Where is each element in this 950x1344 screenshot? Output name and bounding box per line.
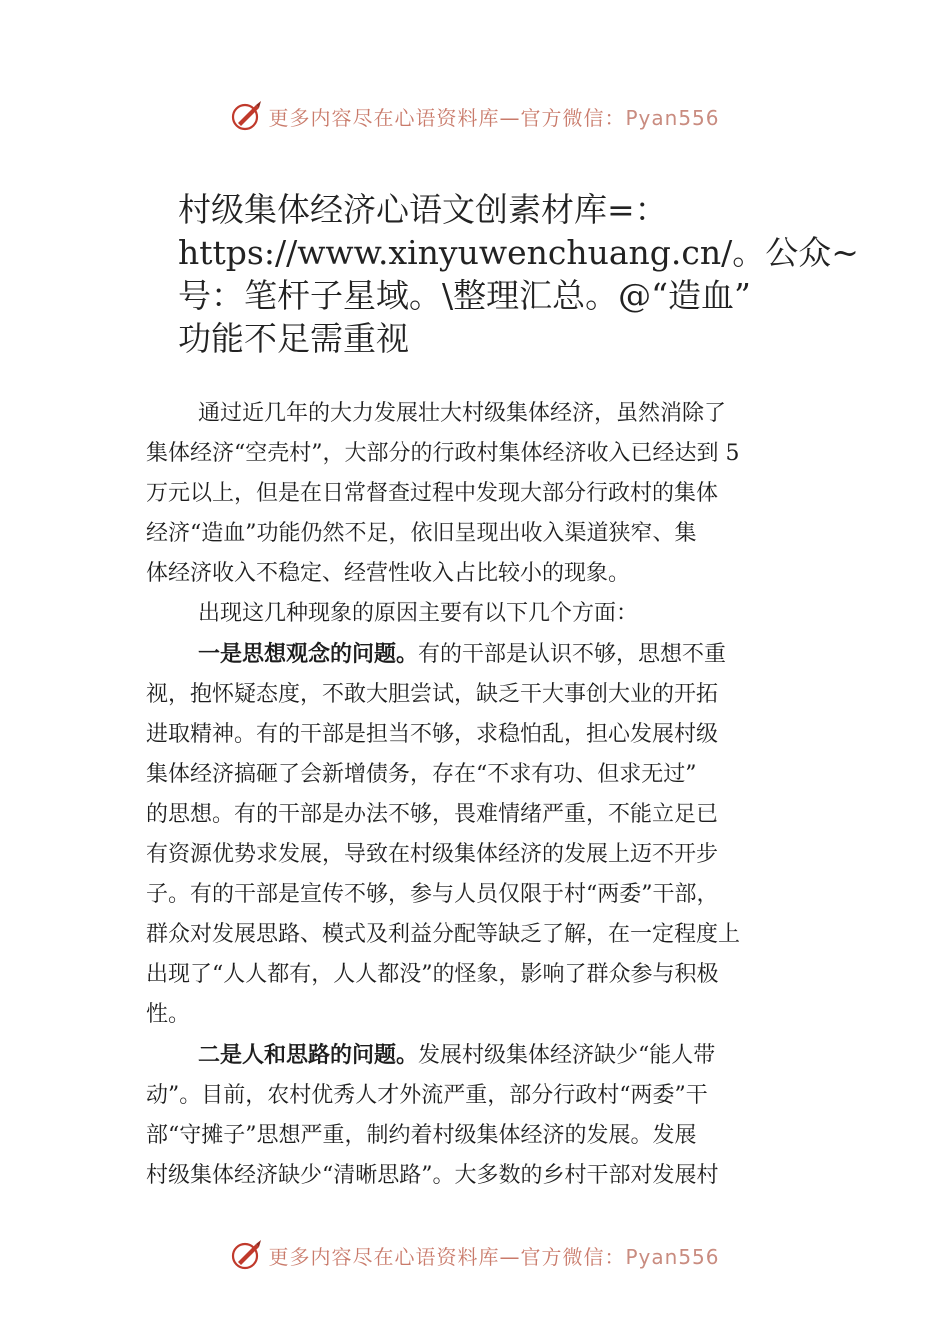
- paragraph-intro: [146, 394, 826, 594]
- text-line: [146, 634, 826, 675]
- footer-watermark: [0, 1235, 950, 1275]
- text-line: 进取精神。有的干部是担当不够，求稳怕乱，担心发展村级: [146, 722, 719, 747]
- text-line: 有资源优势求发展，导致在村级集体经济的发展上迈不开步: [146, 842, 719, 867]
- text-line: 通过近几年的大力发展壮大村级集体经济，虽然消除了: [198, 401, 727, 426]
- quill-pen-seal-icon: [230, 99, 264, 133]
- quill-pen-seal-icon: [230, 1238, 264, 1272]
- text-line: 出现这几种现象的原因主要有以下几个方面：: [198, 601, 639, 626]
- header-watermark: [0, 96, 950, 136]
- section-heading: 二是人和思路的问题。: [198, 1042, 419, 1068]
- text-line: 村级集体经济缺少“清晰思路”。大多数的乡村干部对发展村: [146, 1163, 719, 1188]
- text-line: 集体经济“空壳村”，大部分的行政村集体经济收入已经达到 5: [146, 441, 740, 466]
- text-line: [146, 1035, 826, 1076]
- paragraph-mindset: [146, 634, 826, 1035]
- paragraph-people: [146, 1035, 826, 1196]
- watermark-text: 更多内容尽在心语资料库—官方微信：Pyan556: [268, 1244, 720, 1269]
- text-run: 有的干部是认识不够，思想不重: [418, 642, 727, 667]
- text-line: 动”。目前，农村优秀人才外流严重，部分行政村“两委”干: [146, 1083, 708, 1108]
- text-line: 万元以上，但是在日常督查过程中发现大部分行政村的集体: [146, 481, 719, 506]
- text-line: 性。: [146, 1002, 191, 1027]
- text-line: 集体经济搞砸了会新增债务，存在“不求有功、但求无过”: [146, 762, 697, 787]
- text-line: 出现了“人人都有，人人都没”的怪象，影响了群众参与积极: [146, 962, 719, 987]
- text-run: 发展村级集体经济缺少“能人带: [418, 1043, 716, 1068]
- title-line: 功能不足需重视: [178, 319, 409, 358]
- text-line: 的思想。有的干部是办法不够，畏难情绪严重，不能立足已: [146, 802, 719, 827]
- title-line: https://www.xinyuwenchuang.cn/。公众~: [178, 233, 859, 272]
- title-line: 村级集体经济心语文创素材库=：: [178, 190, 668, 229]
- text-line: 群众对发展思路、模式及利益分配等缺乏了解，在一定程度上: [146, 922, 741, 947]
- paragraph-causes-intro: [146, 594, 826, 634]
- text-line: 子。有的干部是宣传不够，参与人员仅限于村“两委”干部，: [146, 882, 719, 907]
- document-body: [146, 394, 826, 1196]
- section-heading: 一是思想观念的问题。: [198, 641, 419, 667]
- text-line: 部“守摊子”思想严重，制约着村级集体经济的发展。发展: [146, 1123, 697, 1148]
- text-line: 经济“造血”功能仍然不足，依旧呈现出收入渠道狭窄、集: [146, 521, 697, 546]
- text-line: 体经济收入不稳定、经营性收入占比较小的现象。: [146, 561, 631, 586]
- text-line: 视，抱怀疑态度，不敢大胆尝试，缺乏干大事创大业的开拓: [146, 682, 719, 707]
- watermark-text: 更多内容尽在心语资料库—官方微信：Pyan556: [268, 105, 720, 130]
- title-line: 号：笔杆子星域。\整理汇总。@“造血”: [178, 276, 751, 315]
- document-title: [178, 188, 858, 360]
